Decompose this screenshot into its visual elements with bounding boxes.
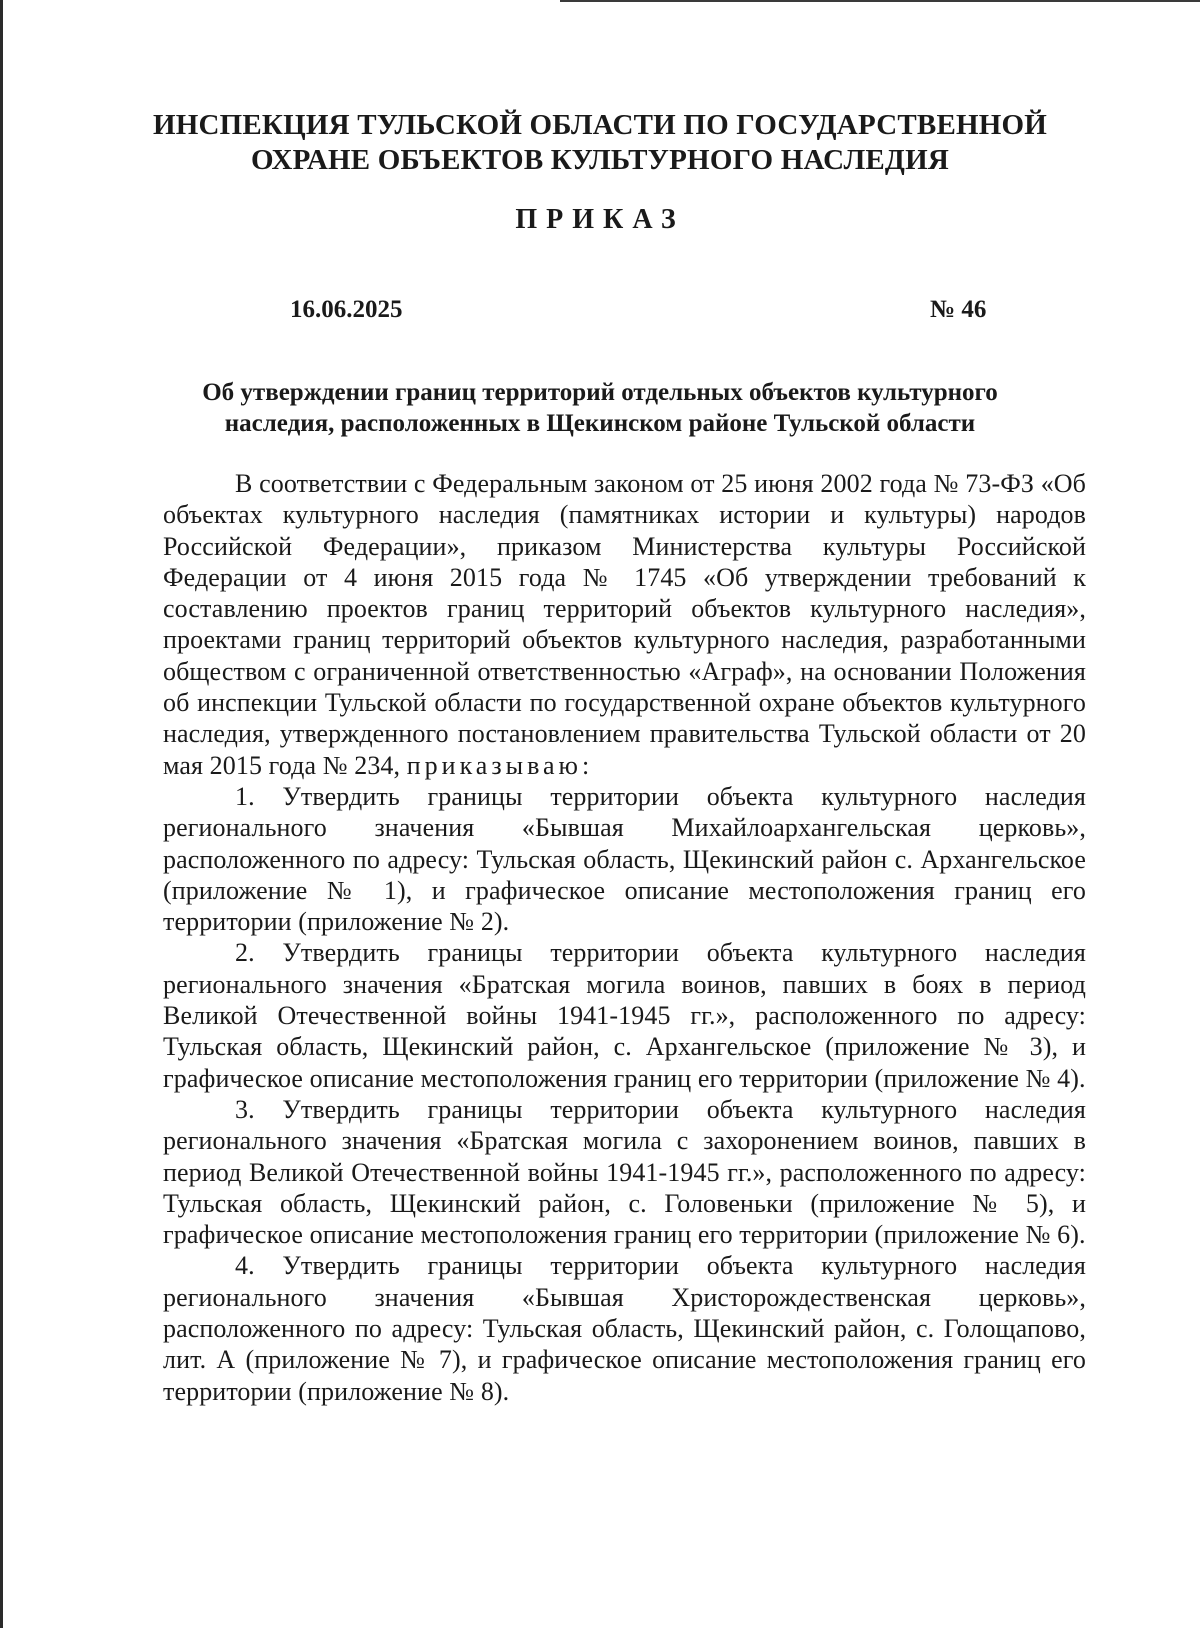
document-subject [100, 377, 1100, 439]
document-date: 16.06.2025 [290, 296, 403, 323]
order-word: приказываю: [406, 750, 594, 780]
document-body [163, 468, 1086, 1407]
order-item-2: 2. Утвердить границы территории объекта культурного наследия регионального значения «Братская могила воинов, павших в боях в период Великой Отечественной войны 1941-1945 гг.», расположенного по адресу: Тульская область, Щекинский район, с. Архангельское (приложение № 3), и графическое описание местоположения границ его территории (приложение № 4). [163, 938, 1086, 1093]
organization-title [100, 108, 1100, 178]
organization-title-line-1: ИНСПЕКЦИЯ ТУЛЬСКОЙ ОБЛАСТИ ПО ГОСУДАРСТВЕННОЙ [152, 109, 1048, 141]
order-item-4: 4. Утвердить границы территории объекта культурного наследия регионального значения «Бывшая Христорождественская церковь», расположенного по адресу: Тульская область, Щекинский район, с. Голощапово, лит. А (приложение № 7), и графическое описание местоположения границ его территории (приложение № 8). [163, 1251, 1086, 1406]
preamble-text: В соответствии с Федеральным законом от 25 июня 2002 года № 73-ФЗ «Об объектах культурного наследия (памятниках истории и культуры) народов Российской Федерации», приказом Министерства культуры Российской Федерации от 4 июня 2015 года № 1745 «Об утверждении требований к составлению проектов границ территорий объектов культурного наследия», проектами границ территорий объектов культурного наследия, разработанными обществом с ограниченной ответственностью «Аграф», на основании Положения об инспекции Тульской области по государственной охране объектов культурного наследия, утвержденного постановлением правительства Тульской области от 20 мая 2015 года № 234, [163, 469, 1086, 780]
document-number: № 46 [930, 296, 987, 323]
scan-edge-top [560, 0, 1200, 2]
subject-line-2: наследия, расположенных в Щекинском районе Тульской области [224, 410, 976, 437]
scan-edge-left [0, 0, 3, 1628]
order-item-3: 3. Утвердить границы территории объекта культурного наследия регионального значения «Братская могила с захоронением воинов, павших в период Великой Отечественной войны 1941-1945 гг.», расположенного по адресу: Тульская область, Щекинский район, с. Головеньки (приложение № 5), и графическое описание местоположения границ его территории (приложение № 6). [163, 1094, 1086, 1250]
preamble-paragraph [163, 468, 1086, 781]
organization-title-line-2: ОХРАНЕ ОБЪЕКТОВ КУЛЬТУРНОГО НАСЛЕДИЯ [250, 144, 949, 176]
subject-line-1: Об утверждении границ территорий отдельных объектов культурного [202, 379, 998, 406]
document-type: ПРИКАЗ [515, 204, 685, 235]
order-item-1: 1. Утвердить границы территории объекта культурного наследия регионального значения «Бывшая Михайлоархангельская церковь», расположенного по адресу: Тульская область, Щекинский район с. Архангельское (приложение № 1), и графическое описание местоположения границ его территории (приложение № 2). [163, 781, 1086, 937]
